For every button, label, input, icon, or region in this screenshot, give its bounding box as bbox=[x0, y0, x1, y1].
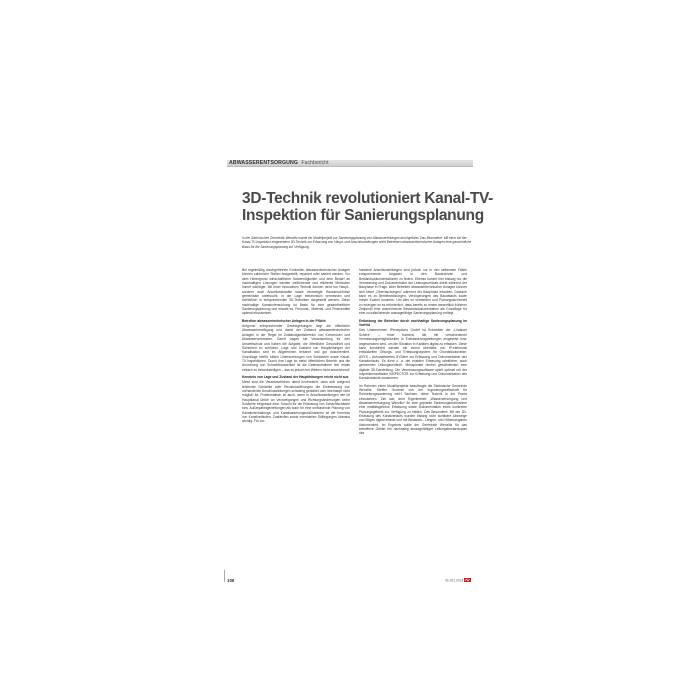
page-number: 106 bbox=[227, 578, 235, 583]
headline-line-1: 3D-Technik revolutioniert Kanal-TV- bbox=[242, 190, 494, 207]
paragraph: Bei regelmäßig durchgeführten Kontrollen abwassertechnischer Anlagen können zahlreiche Stellen festgestellt, repariert oder saniert werden. Vor dem Hintergrund wirtschaftlicher Notwendigkeiten und dem Bedarf an nachhaltigen Lösungen werden zielführende und effiziente Methoden immer wichtiger. Mit einer innovativen Technik können nicht nur Haupt-, sondern auch Anschlusskanäle sowie verzweigte Hausanschlüsse gemeinsam untersucht, in der Lage elektronisch vermessen und schließlich in entsprechenden 3D-Techniken dargestellt werden. Diese nachhaltige Kanaluntersuchung ist Basis für eine gesamtheitliche Sanierungsplanung und erlaubt es, Personal-, Material- und Finanzmittel optimal einzusetzen. bbox=[242, 268, 350, 316]
paragraph: Meist sind die Verantwortlichen damit konfrontiert, dass sich aufgrund fehlender Schächte oder Revisionsöffnungen die Erstmessung von vorhandenen Anschlussleitungen schwierig gestaltet oder überhaupt nicht möglich ist. Problematisch ist auch, wenn in Anschlussleitungen wie im Hauptkanal üblich an Verzweigungen und Richtungsänderungen keine Schächte eingebaut sind. Sowohl für die Erfassung von Schachtschäden bzw. Außergabeigenleitungen als auch für eine umfassende Planung von Kanalunterhaltungs- und Kanalsanierungsmaßnahmen ist die Kenntnis von Kanalverläufen, Zuständen sowie eventuellen Stilllegungen überaus wichtig. Für vor- bbox=[242, 380, 350, 424]
right-column bbox=[359, 268, 467, 439]
category-label: Fachbericht bbox=[301, 160, 329, 166]
paragraph: handene Anschlussleitungen sind jedoch nur in den seltensten Fällen entsprechende Angaben in den Bauarchiven und Bestandsdokumentationen zu finden. Ebenso kommt hier bislang nur die Vermessung und Dokumentation der Leitungsverläufe direkt während der Bauphase in Frage. Aber Betreiber abwassertechnischer Anlagen können sich keine „Überraschungen“ während der Bauphase erlauben. Dadurch kann es zu Betriebsstörungen, Verzögerungen des Bauablaufs sowie hohen Kosten kommen. Um dies zu vermeiden und Planungssicherheit zu erlangen ist es erforderlich, dass bereits zu einem wesentlich früheren Zeitpunkt eine ausreichende Bestandsdokumentation als Grundlage für eine zu kalkulierende aussagefähige Sanierungsplanung vorliegt. bbox=[359, 268, 467, 316]
left-column bbox=[242, 268, 350, 427]
section-label: ABWASSERENTSORGUNG bbox=[229, 160, 298, 166]
header-text bbox=[229, 160, 329, 166]
article-lead: In der Sächsischen Gemeinde Wenzlitz wurde ein Modellprojekt zur Sanierungsplanung von Abwasserleitungen durchgeführt. Das Besondere: Mit einer bei der Kanal-TV-Inspektion eingesetzten 3D-Technik zur Erfassung von Haupt- und Anschlussleitungen steht Betreibern abwassertechnischer Anlagen eine ganzheitliche Basis für die Sanierungsplanung zur Verfügung. bbox=[242, 236, 472, 249]
publisher-logo-icon bbox=[464, 578, 471, 583]
subheading: Kenntnis von Lage und Zustand der Hauptleitungen reicht nicht aus bbox=[242, 374, 349, 379]
header-bar bbox=[227, 160, 473, 167]
subheading: Entlastung der Betreiber durch nachhaltige Sanierungsplanung im Vorfeld bbox=[359, 318, 467, 328]
paragraph: Aufgrund entsprechender Gesetzgebungen liegt die öffentliche Abwasserbeseitigung und damit der Zustand abwassertechnischer Anlagen in der Regel im Zuständigkeitsbereich von Kommunen und Abwasserverbänden. Damit tragen sie Verantwortung für den Umweltschutz und haben die Aufgabe, die öffentliche Gesundheit und Sicherheit zu schützen. Lage und Zustand von Hauptleitungen der Kanalisation sind im Allgemeinen bekannt und gut dokumentiert. Grundlage hierfür bilden Untersuchungen von Schächten sowie Kanal-TV-Inspektionen. Durch ihre Lage im meist öffentlichen Bereich und die Anordnung von Schachtbauwerken ist die Datenaufnahme hier relativ einfach zu bewerkstelligen – das ist jedoch bei Weitem nicht ausreichend! bbox=[242, 324, 350, 372]
subheading: Betreiber abwassertechnischer Anlagen in der Pflicht bbox=[242, 318, 326, 323]
article-headline bbox=[242, 190, 494, 224]
headline-line-2: Inspektion für Sanierungsplanung bbox=[242, 207, 484, 224]
paragraph: Das Unternehmen iPerceptions GmbH ist Entwickler der „Lindauer Schere“ – einer Kamera, die mit verschiedenen Vermessungsmöglichkeiten in Entwässerungsleitungen eingesetzt bzw. angeschoben wird, um die Situation in Kanälen digital zu erfassen. Diese kann kombiniert werden mit einem ebenfalls von iP-elektronik entwickelten Ortungs- und Erfassungssystem für Grundstücksnetze. ASYS – Automatisiertes SYStem zur Erfassung und Dokumentation des Kanalverlaufs. Es dient u. a. der exakten Erfassung sämtlicher, auch genommen Leitungsverläufe. Messpunkte hierbei gewährleisten eine digitale 3D-Darstellung. Die Vermessungssoftware spielt optimal mit der Inspektionssoftware iNSPECTOR zur Erfassung und Dokumentation des Kanalzustands zusammen. bbox=[359, 328, 467, 381]
document-page bbox=[227, 160, 494, 585]
paragraph: Im Rahmen eines Modellprojekts beauftragte die Sächsische Gemeinde Wenzlitz, Steffen Hommel von der Ingenieurgesellschaft für Rohrleitungssanierung mbH Sachsen, diese Technik in der Praxis einzusetzen. Ziel war, dem Eigenbetrieb „Wasserversorgung und Abwasserentsorgung Wenzlitz“ für eine geplante Sanierungsmaßnahme eine realitätsgetreue Erfassung sowie Dokumentation eines konkreten Planungsgebiets zur Verfügung zu stellen. Das Besondere: Mit der 3D-Erfassung des Kanalverlaufs wurden bislang nicht sichtbare Abzweige und Bögen digital erfasst und mit Bestands-, Längen- und Höhenangaben dokumentiert. Im Ergebnis sollte der Gemeinde Wenzlitz für das betroffene Gebiet ein nachhaltig aussagefähiger Leitungsbestandsplan des bbox=[359, 383, 467, 436]
footer-rule bbox=[224, 570, 225, 582]
issue-label: 01-02 | 2013 bbox=[445, 578, 464, 583]
footer-issue bbox=[445, 578, 471, 583]
